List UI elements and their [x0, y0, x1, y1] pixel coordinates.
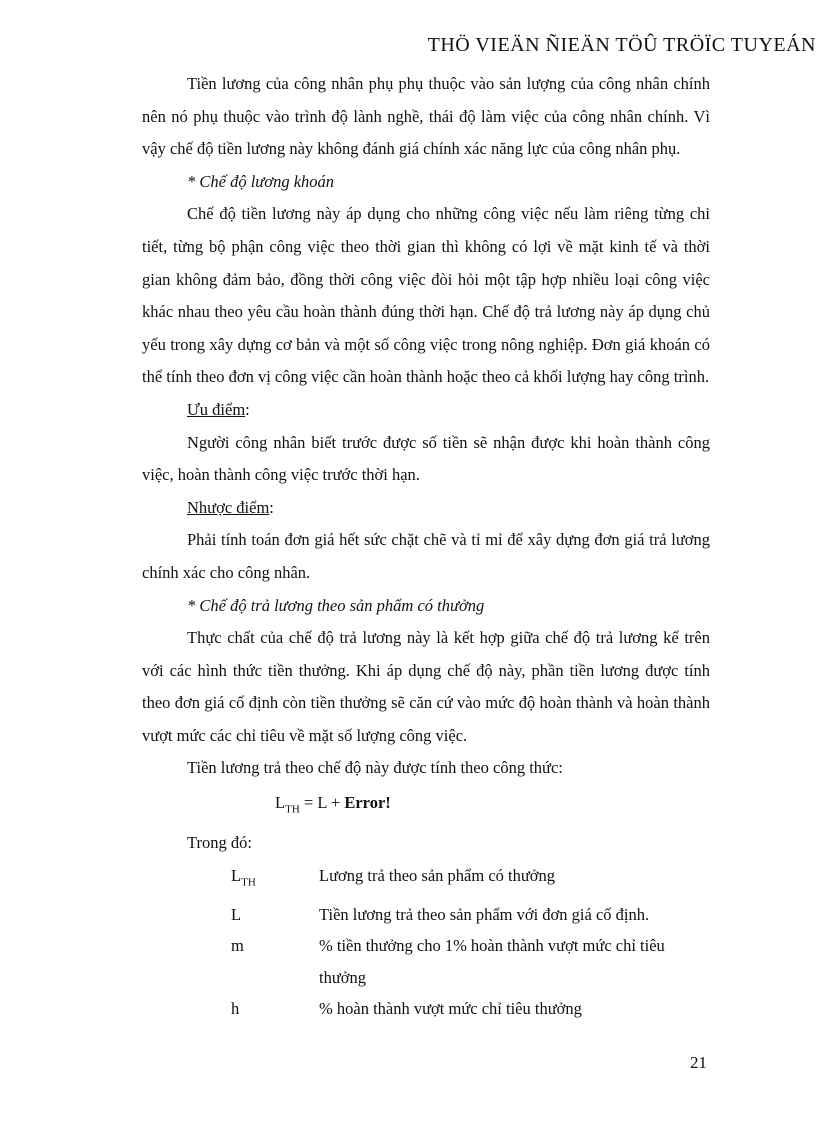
definition-row	[142, 993, 710, 1025]
paragraph: Chế độ tiền lương này áp dụng cho những công việc nếu làm riêng từng chi tiết, từng bộ phận công việc theo thời gian thì không có lợi về mặt kinh tế và thời gian không đảm bảo, đồng thời công việc đòi hỏi một tập hợp nhiều loại công việc khác nhau theo yêu cầu hoàn thành đúng thời hạn. Chế độ trả lương này áp dụng chủ yếu trong xây dựng cơ bản và một số công việc trong nông nghiệp. Đơn giá khoán có thể tính theo đơn vị công việc cần hoàn thành hoặc theo cả khối lượng hay công trình.	[142, 204, 710, 387]
document-body	[142, 68, 710, 1025]
subheading-advantages	[142, 394, 710, 427]
definition-row	[142, 930, 710, 993]
disadvantages-label: Nhược điểm	[187, 497, 270, 517]
definition-text: % hoàn thành vượt mức chỉ tiêu thưởng	[319, 999, 582, 1019]
page-header: THÖ VIEÄN ÑIEÄN TÖÛ TRÖÏC TUYEÁN	[427, 34, 816, 56]
paragraph: Tiền lương trả theo chế độ này được tính theo công thức:	[187, 758, 563, 778]
page-number: 21	[690, 1053, 707, 1072]
definition-row	[142, 899, 710, 931]
formula-subscript: TH	[285, 803, 300, 816]
definition-symbol: m	[231, 936, 244, 956]
formula-symbol: L	[275, 793, 286, 813]
where-label: Trong đó:	[187, 833, 252, 853]
definition-text: Tiền lương trả theo sản phẩm với đơn giá cố định.	[319, 904, 650, 924]
definition-row	[142, 860, 710, 899]
paragraph: Người công nhân biết trước được số tiền sẽ nhận được khi hoàn thành công việc, hoàn thành công việc trước thời hạn.	[142, 432, 710, 485]
paragraph: Phải tính toán đơn giá hết sức chặt chẽ và tỉ mỉ để xây dựng đơn giá trả lương chính xác cho công nhân.	[142, 530, 710, 582]
definition-symbol: L	[231, 904, 242, 924]
formula-error: Error!	[344, 793, 391, 813]
definition-list	[142, 860, 710, 1025]
definition-symbol: $L_{TH}$	[231, 865, 256, 889]
paragraph: Tiền lương của công nhân phụ phụ thuộc vào sản lượng của công nhân chính nên nó phụ thuộc vào trình độ lành nghề, thái độ làm việc của công nhân chính. Vì vậy chế độ tiền lương này không đánh giá chính xác năng lực của công nhân phụ.	[142, 74, 710, 159]
section-heading: * Chế độ lương khoán	[187, 171, 335, 191]
definition-text: Lương trả theo sản phẩm có thưởng	[319, 865, 556, 885]
definition-symbol: h	[231, 999, 240, 1019]
definition-text: % tiền thưởng cho 1% hoàn thành vượt mức chỉ tiêu thưởng	[319, 936, 665, 987]
colon: :	[245, 399, 250, 419]
paragraph: Thực chất của chế độ trả lương này là kết hợp giữa chế độ trả lương kể trên với các hình thức tiền thưởng. Khi áp dụng chế độ này, phần tiền lương được tính theo đơn giá cố định còn tiền thưởng sẽ căn cứ vào mức độ hoàn thành và hoàn thành vượt mức các chỉ tiêu về mặt số lượng công việc.	[142, 628, 710, 745]
section-heading: * Chế độ trả lương theo sản phẩm có thưởng	[187, 595, 485, 615]
formula	[142, 785, 710, 827]
advantages-label: Ưu điểm	[187, 399, 246, 419]
subheading-disadvantages	[142, 492, 710, 525]
colon: :	[269, 497, 274, 517]
formula-middle: = L +	[299, 793, 345, 813]
